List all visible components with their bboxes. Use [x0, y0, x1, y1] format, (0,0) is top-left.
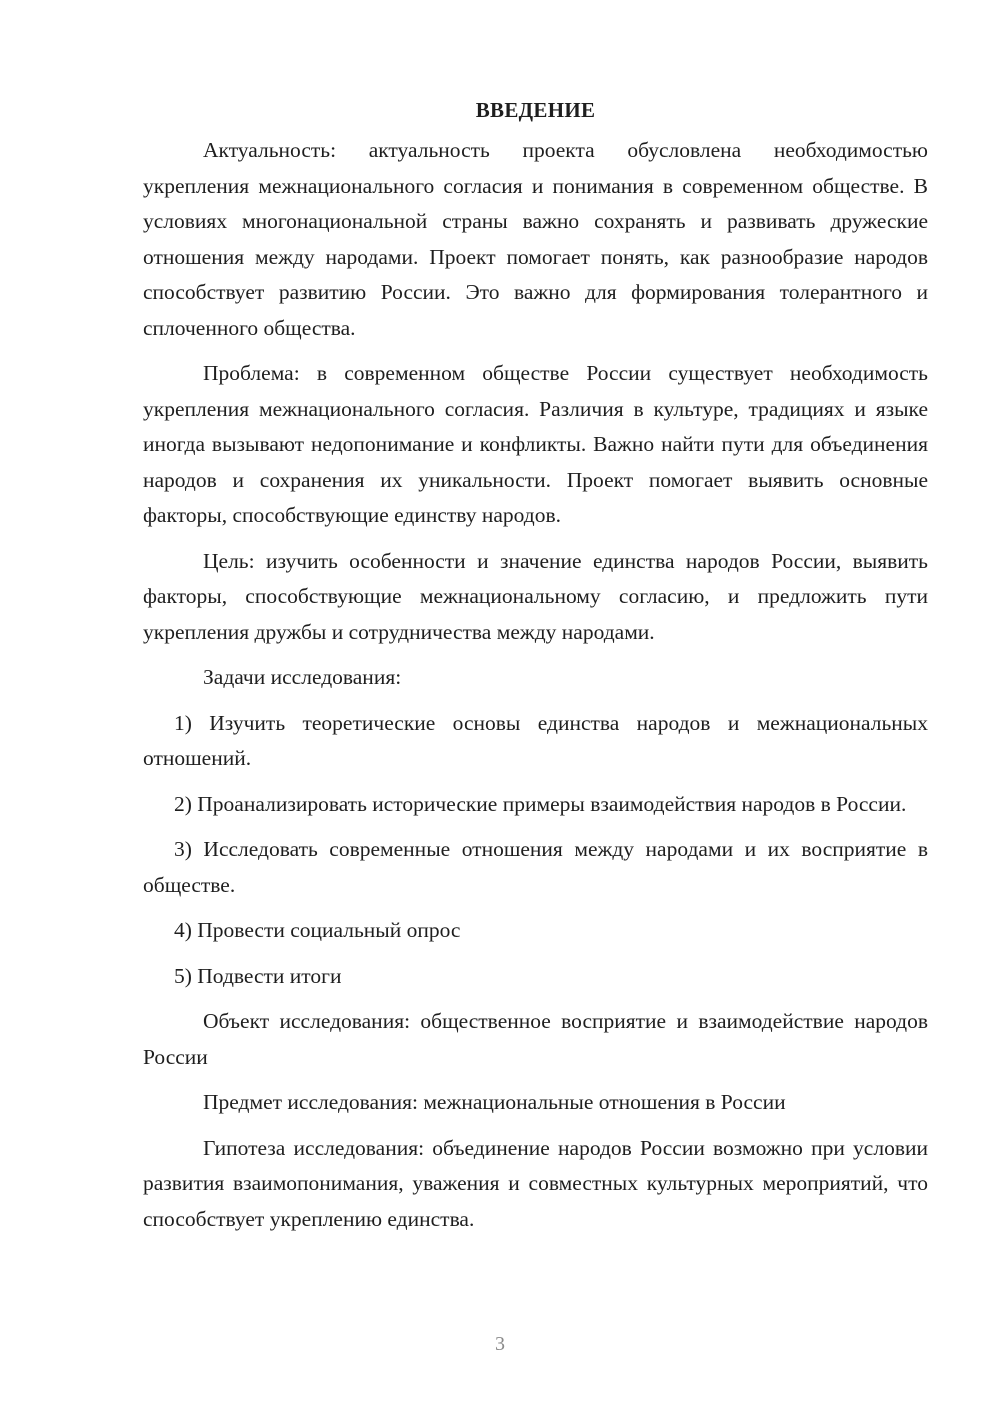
page-number: 3: [495, 1333, 505, 1355]
task-item-1: 1) Изучить теоретические основы единства народов и межнациональных отношений.: [143, 710, 928, 770]
document-page: [143, 92, 928, 1247]
paragraph-goal: Цель: изучить особенности и значение единства народов России, выявить факторы, способствующие межнациональному согласию, и предложить пути укрепления дружбы и сотрудничества между народами.: [143, 548, 928, 644]
paragraph-problem: Проблема: в современном обществе России существует необходимость укрепления межнационального согласия. Различия в культуре, традициях и языке иногда вызывают недопонимание и конфликты. Важно найти пути для объединения народов и сохранения их уникальности. Проект помогает выявить основные факторы, способствующие единству народов.: [143, 361, 928, 527]
tasks-heading: Задачи исследования:: [203, 665, 402, 689]
task-item-4: 4) Провести социальный опрос: [174, 918, 461, 942]
task-item-5: 5) Подвести итоги: [174, 963, 342, 988]
task-item-2: 2) Проанализировать исторические примеры взаимодействия народов в России.: [174, 791, 907, 816]
paragraph-subject: Предмет исследования: межнациональные отношения в России: [203, 1090, 786, 1114]
paragraph-hypothesis: Гипотеза исследования: объединение народов России возможно при условии развития взаимопонимания, уважения и совместных культурных мероприятий, что способствует укреплению единства.: [143, 1135, 928, 1231]
paragraph-object: Объект исследования: общественное восприятие и взаимодействие народов России: [143, 1009, 928, 1069]
section-title: ВВЕДЕНИЕ: [475, 98, 596, 122]
task-item-3: 3) Исследовать современные отношения между народами и их восприятие в обществе.: [143, 837, 928, 897]
paragraph-relevance: Актуальность: актуальность проекта обусловлена необходимостью укрепления межнационального согласия и понимания в современном обществе. В условиях многонациональной страны важно сохранять и развивать дружеские отношения между народами. Проект помогает понять, как разнообразие народов способствует развитию России. Это важно для формирования толерантного и сплоченного общества.: [143, 138, 928, 340]
